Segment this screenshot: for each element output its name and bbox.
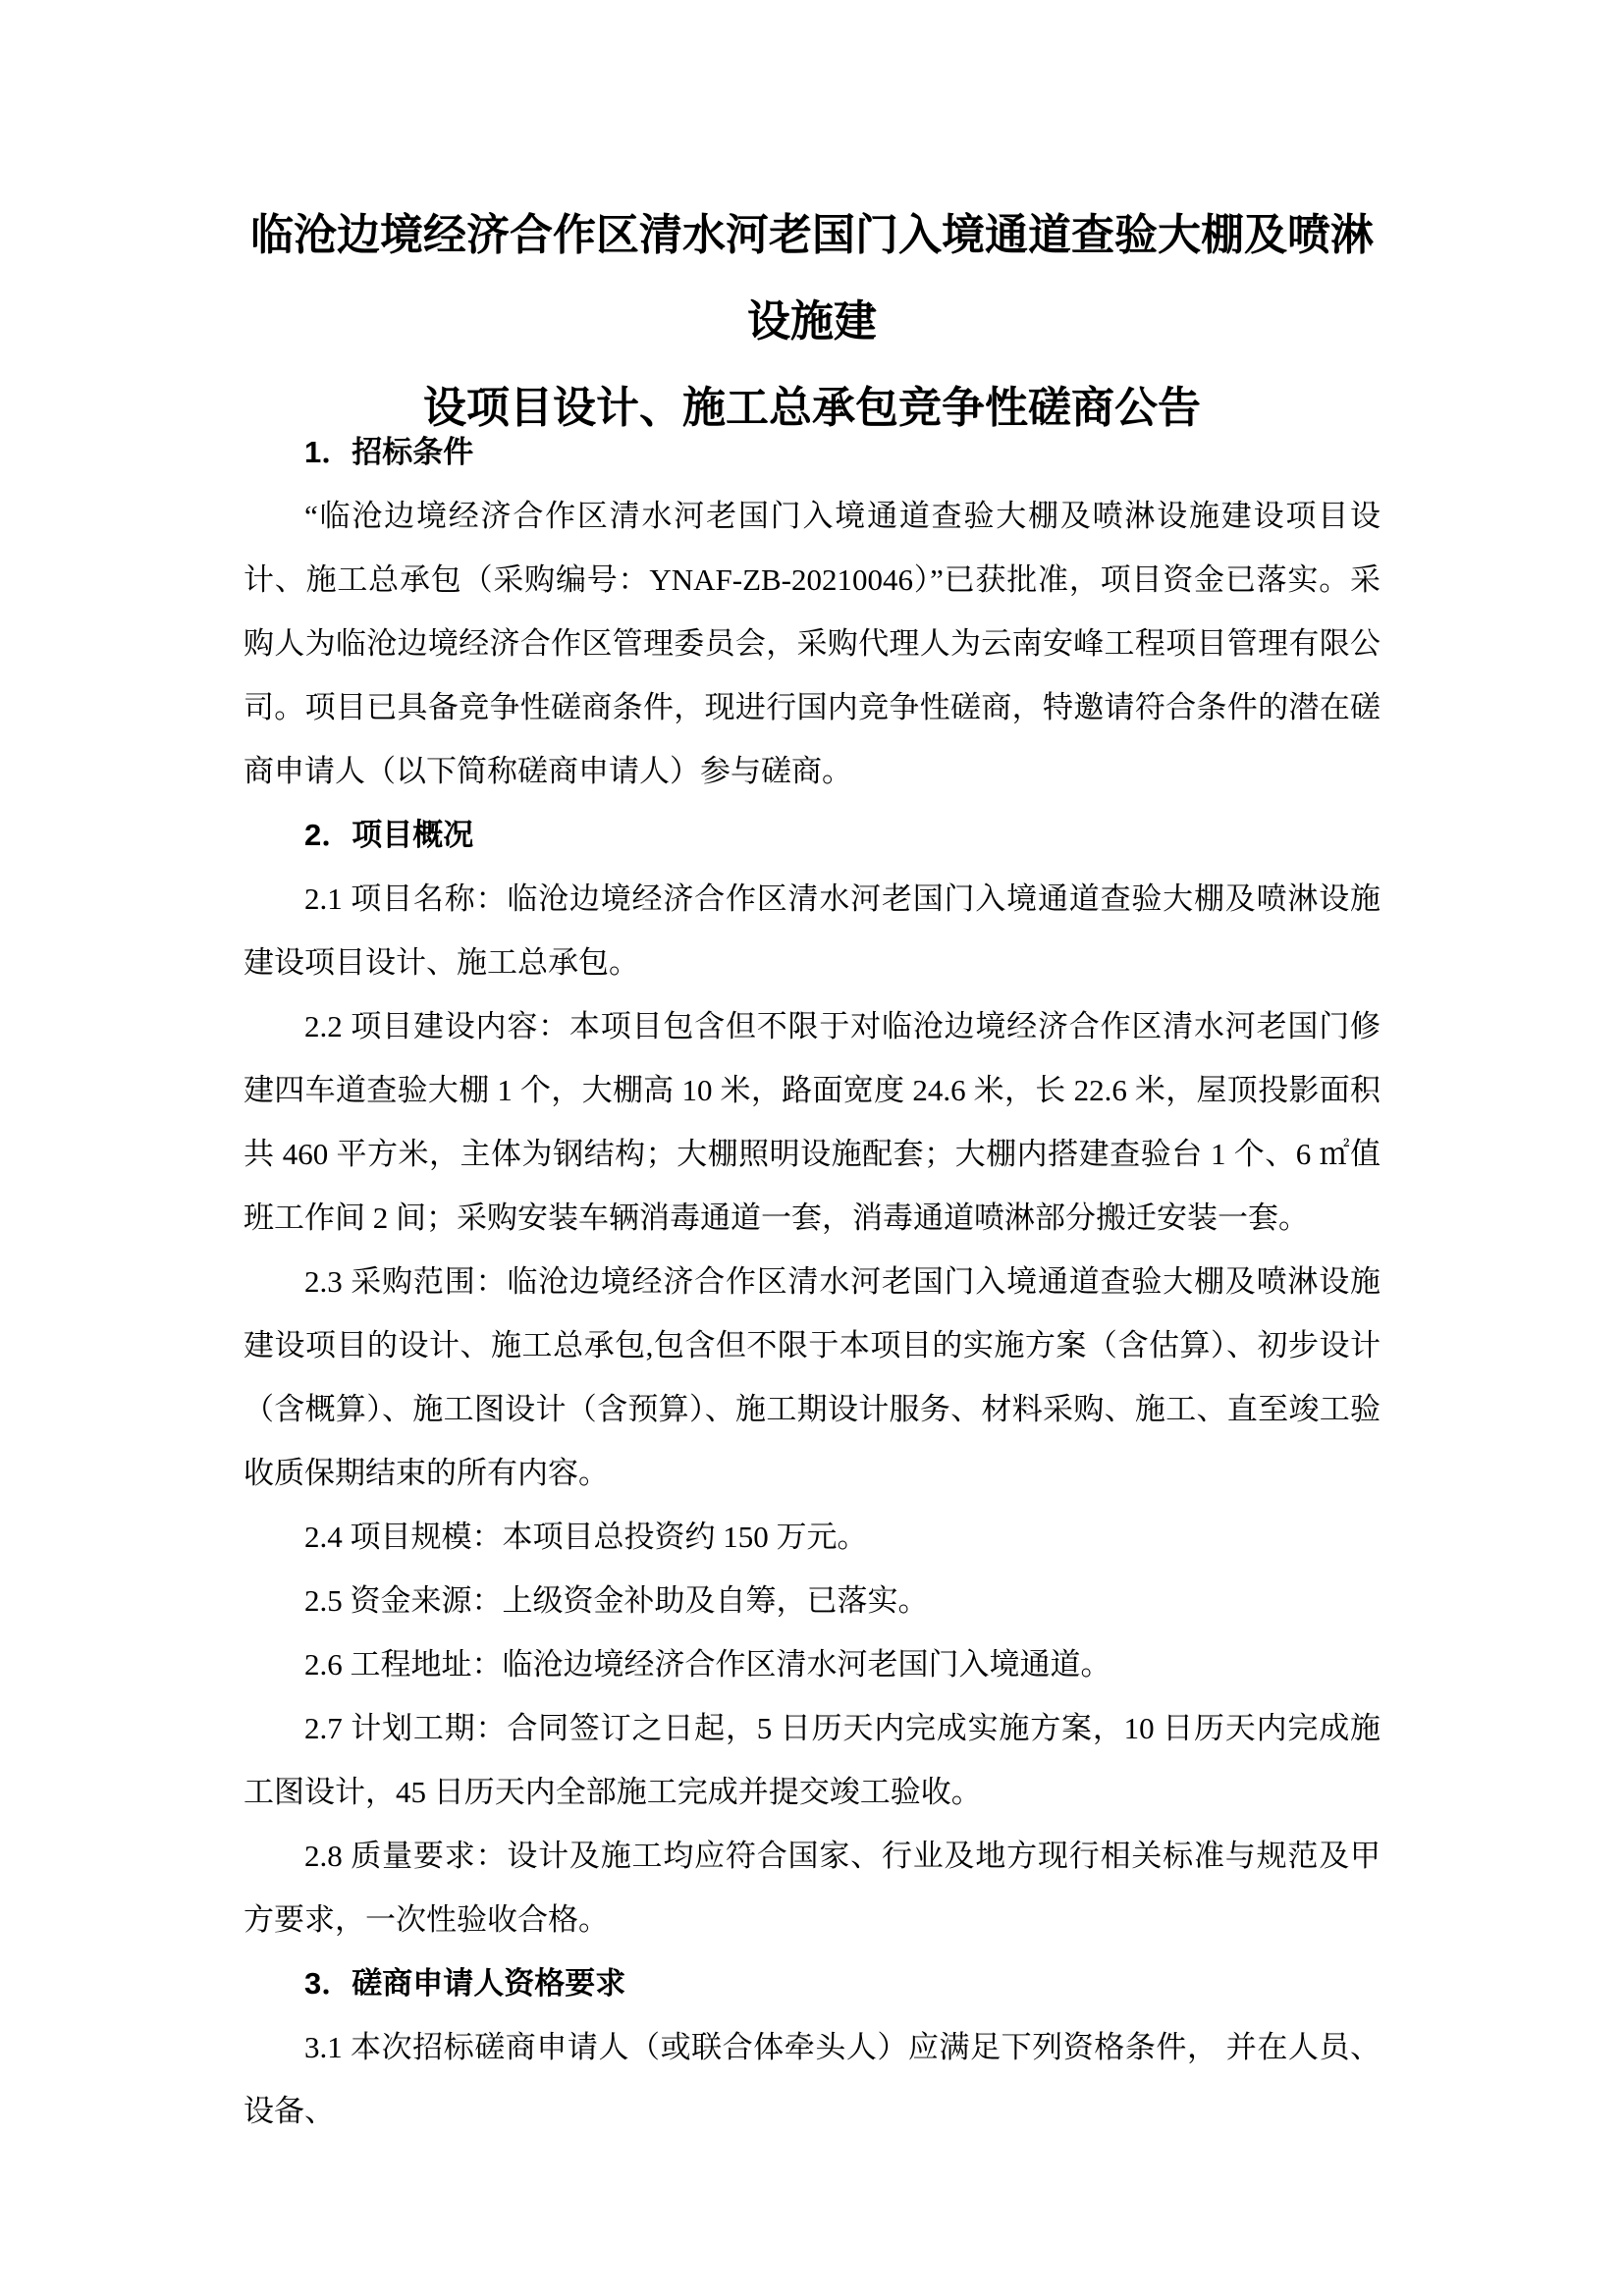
title-line-2: 设项目设计、施工总承包竞争性磋商公告 — [423, 384, 1201, 432]
section-2-paragraph-2-4: 2.4 项目规模：本项目总投资约 150 万元。 — [304, 1520, 868, 1554]
title-line-1: 临沧边境经济合作区清水河老国门入境通道查验大棚及喷淋设施建 — [250, 211, 1374, 346]
section-2-heading: 2．项目概况 — [304, 818, 474, 852]
document-body — [244, 420, 1380, 2143]
document-title — [244, 192, 1380, 452]
section-2-paragraph-2-5: 2.5 资金来源：上级资金补助及自筹，已落实。 — [304, 1583, 929, 1618]
section-2-paragraph-2-6: 2.6 工程地址：临沧边境经济合作区清水河老国门入境通道。 — [304, 1647, 1111, 1682]
section-1-heading: 1．招标条件 — [304, 435, 474, 469]
section-1-paragraph-1: “临沧边境经济合作区清水河老国门入境通道查验大棚及喷淋设施建设项目设计、施工总承包（采购编号：YNAF-ZB-20210046）”已获批准，项目资金已落实。采购人为临沧边境经济合作区管理委员会，采购代理人为云南安峰工程项目管理有限公司。项目已具备竞争性磋商条件，现进行国内竞争性磋商，特邀请符合条件的潜在磋商申请人（以下简称磋商申请人）参与磋商。 — [244, 499, 1380, 788]
section-3-heading: 3．磋商申请人资格要求 — [304, 1966, 626, 2001]
section-2-paragraph-2-1: 2.1 项目名称：临沧边境经济合作区清水河老国门入境通道查验大棚及喷淋设施建设项目设计、施工总承包。 — [244, 881, 1380, 980]
section-2-paragraph-2-2: 2.2 项目建设内容：本项目包含但不限于对临沧边境经济合作区清水河老国门修建四车道查验大棚 1 个，大棚高 10 米，路面宽度 24.6 米，长 22.6 米，屋顶投影面积共 460 平方米，主体为钢结构；大棚照明设施配套；大棚内搭建查验台 1 个、6 ㎡值班工作间 2 间；采购安装车辆消毒通道一套，消毒通道喷淋部分搬迁安装一套。 — [244, 1009, 1380, 1235]
section-2-paragraph-2-7: 2.7 计划工期：合同签订之日起，5 日历天内完成实施方案，10 日历天内完成施工图设计，45 日历天内全部施工完成并提交竣工验收。 — [244, 1711, 1380, 1809]
section-2-paragraph-2-8: 2.8 质量要求：设计及施工均应符合国家、行业及地方现行相关标准与规范及甲方要求，一次性验收合格。 — [244, 1839, 1380, 1937]
section-2-paragraph-2-3: 2.3 采购范围：临沧边境经济合作区清水河老国门入境通道查验大棚及喷淋设施建设项目的设计、施工总承包,包含但不限于本项目的实施方案（含估算）、初步设计（含概算）、施工图设计（含预算）、施工期设计服务、材料采购、施工、直至竣工验收质保期结束的所有内容。 — [244, 1264, 1380, 1490]
section-3-paragraph-3-1: 3.1 本次招标磋商申请人（或联合体牵头人）应满足下列资格条件， 并在人员、设备、 — [244, 2030, 1380, 2128]
